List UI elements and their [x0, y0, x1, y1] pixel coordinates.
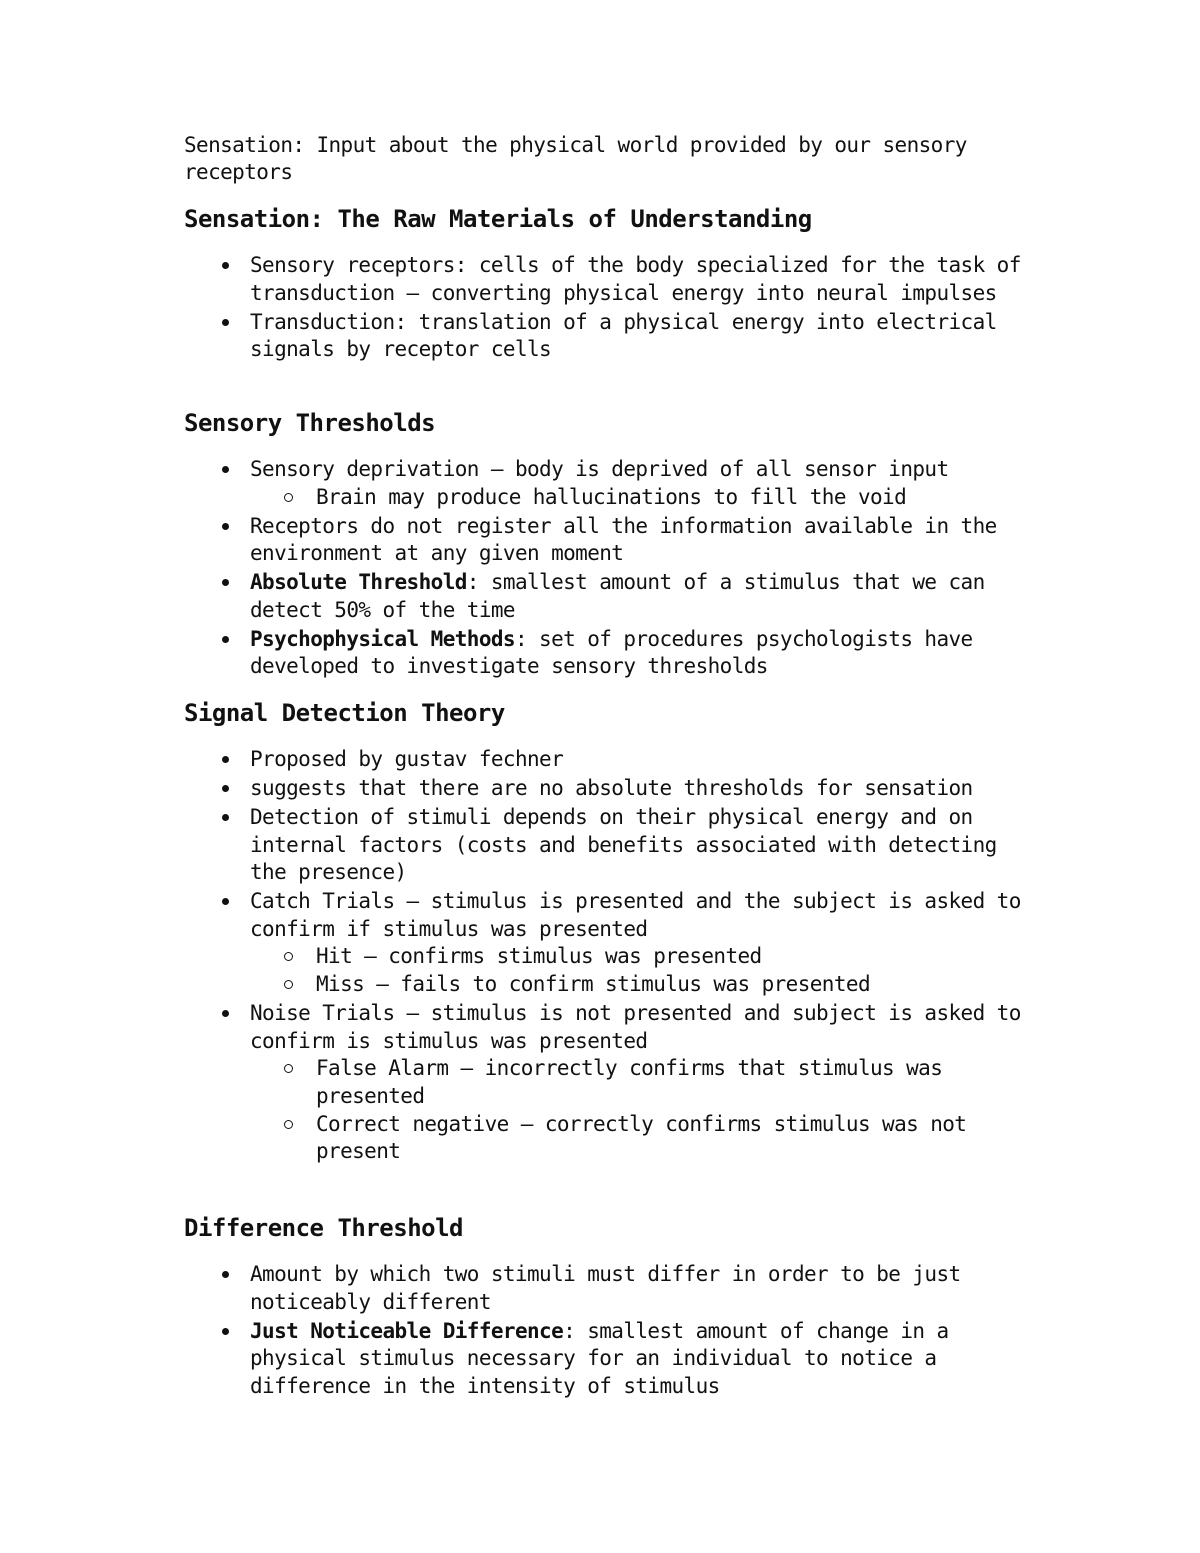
term-jnd: Just Noticeable Difference	[250, 1318, 564, 1343]
list-item: Psychophysical Methods: set of procedures psychologists have developed to investigate sensory thresholds	[184, 626, 1034, 681]
sub-list-item: Brain may produce hallucinations to fill the void	[250, 484, 1034, 512]
list-item: Just Noticeable Difference: smallest amount of change in a physical stimulus necessary for an individual to notice a difference in the intensity of stimulus	[184, 1318, 1034, 1401]
list-item: Absolute Threshold: smallest amount of a stimulus that we can detect 50% of the time	[184, 569, 1034, 624]
term-absolute-threshold: Absolute Threshold	[250, 570, 467, 594]
sub-list-item: Miss – fails to confirm stimulus was presented	[250, 971, 1034, 999]
list-sensory-thresholds	[184, 456, 1034, 682]
heading-sensory-thresholds: Sensory Thresholds	[184, 409, 436, 437]
sub-list	[250, 1055, 1034, 1166]
list-item: Sensory deprivation – body is deprived of all sensor input Brain may produce hallucinations to fill the void	[184, 456, 1034, 511]
heading-difference-threshold: Difference Threshold	[184, 1214, 463, 1242]
list-item: Amount by which two stimuli must differ in order to be just noticeably different	[184, 1261, 1034, 1316]
intro-definition: Sensation: Input about the physical world provided by our sensory receptors	[184, 133, 967, 184]
sub-list	[250, 484, 1034, 512]
list-item: Sensory receptors: cells of the body specialized for the task of transduction – converting physical energy into neural impulses	[184, 252, 1034, 307]
list-sensation	[184, 252, 1034, 365]
sub-list	[250, 943, 1034, 999]
list-item: suggests that there are no absolute thresholds for sensation	[184, 775, 1034, 803]
heading-sensation: Sensation: The Raw Materials of Understanding	[184, 205, 812, 233]
list-item: Proposed by gustav fechner	[184, 746, 1034, 774]
list-item: Catch Trials – stimulus is presented and the subject is asked to confirm if stimulus was presented Hit – confirms stimulus was presented Miss – fails to confirm stimulus was presented	[184, 888, 1034, 999]
list-signal-detection	[184, 746, 1034, 1167]
list-item: Receptors do not register all the information available in the environment at any given moment	[184, 513, 1034, 568]
heading-signal-detection: Signal Detection Theory	[184, 699, 505, 727]
list-item: Detection of stimuli depends on their physical energy and on internal factors (costs and benefits associated with detecting the presence)	[184, 804, 1034, 887]
sub-list-item: Hit – confirms stimulus was presented	[250, 943, 1034, 971]
sub-list-item: Correct negative – correctly confirms stimulus was not present	[250, 1111, 1034, 1166]
list-item: Transduction: translation of a physical energy into electrical signals by receptor cells	[184, 309, 1034, 364]
sub-list-item: False Alarm – incorrectly confirms that stimulus was presented	[250, 1055, 1034, 1110]
list-difference-threshold	[184, 1261, 1034, 1402]
term-psychophysical-methods: Psychophysical Methods	[250, 626, 515, 651]
list-item: Noise Trials – stimulus is not presented and subject is asked to confirm is stimulus was presented False Alarm – incorrectly confirms that stimulus was presented Correct negative – correctly confirms stimulus was not present	[184, 1000, 1034, 1166]
